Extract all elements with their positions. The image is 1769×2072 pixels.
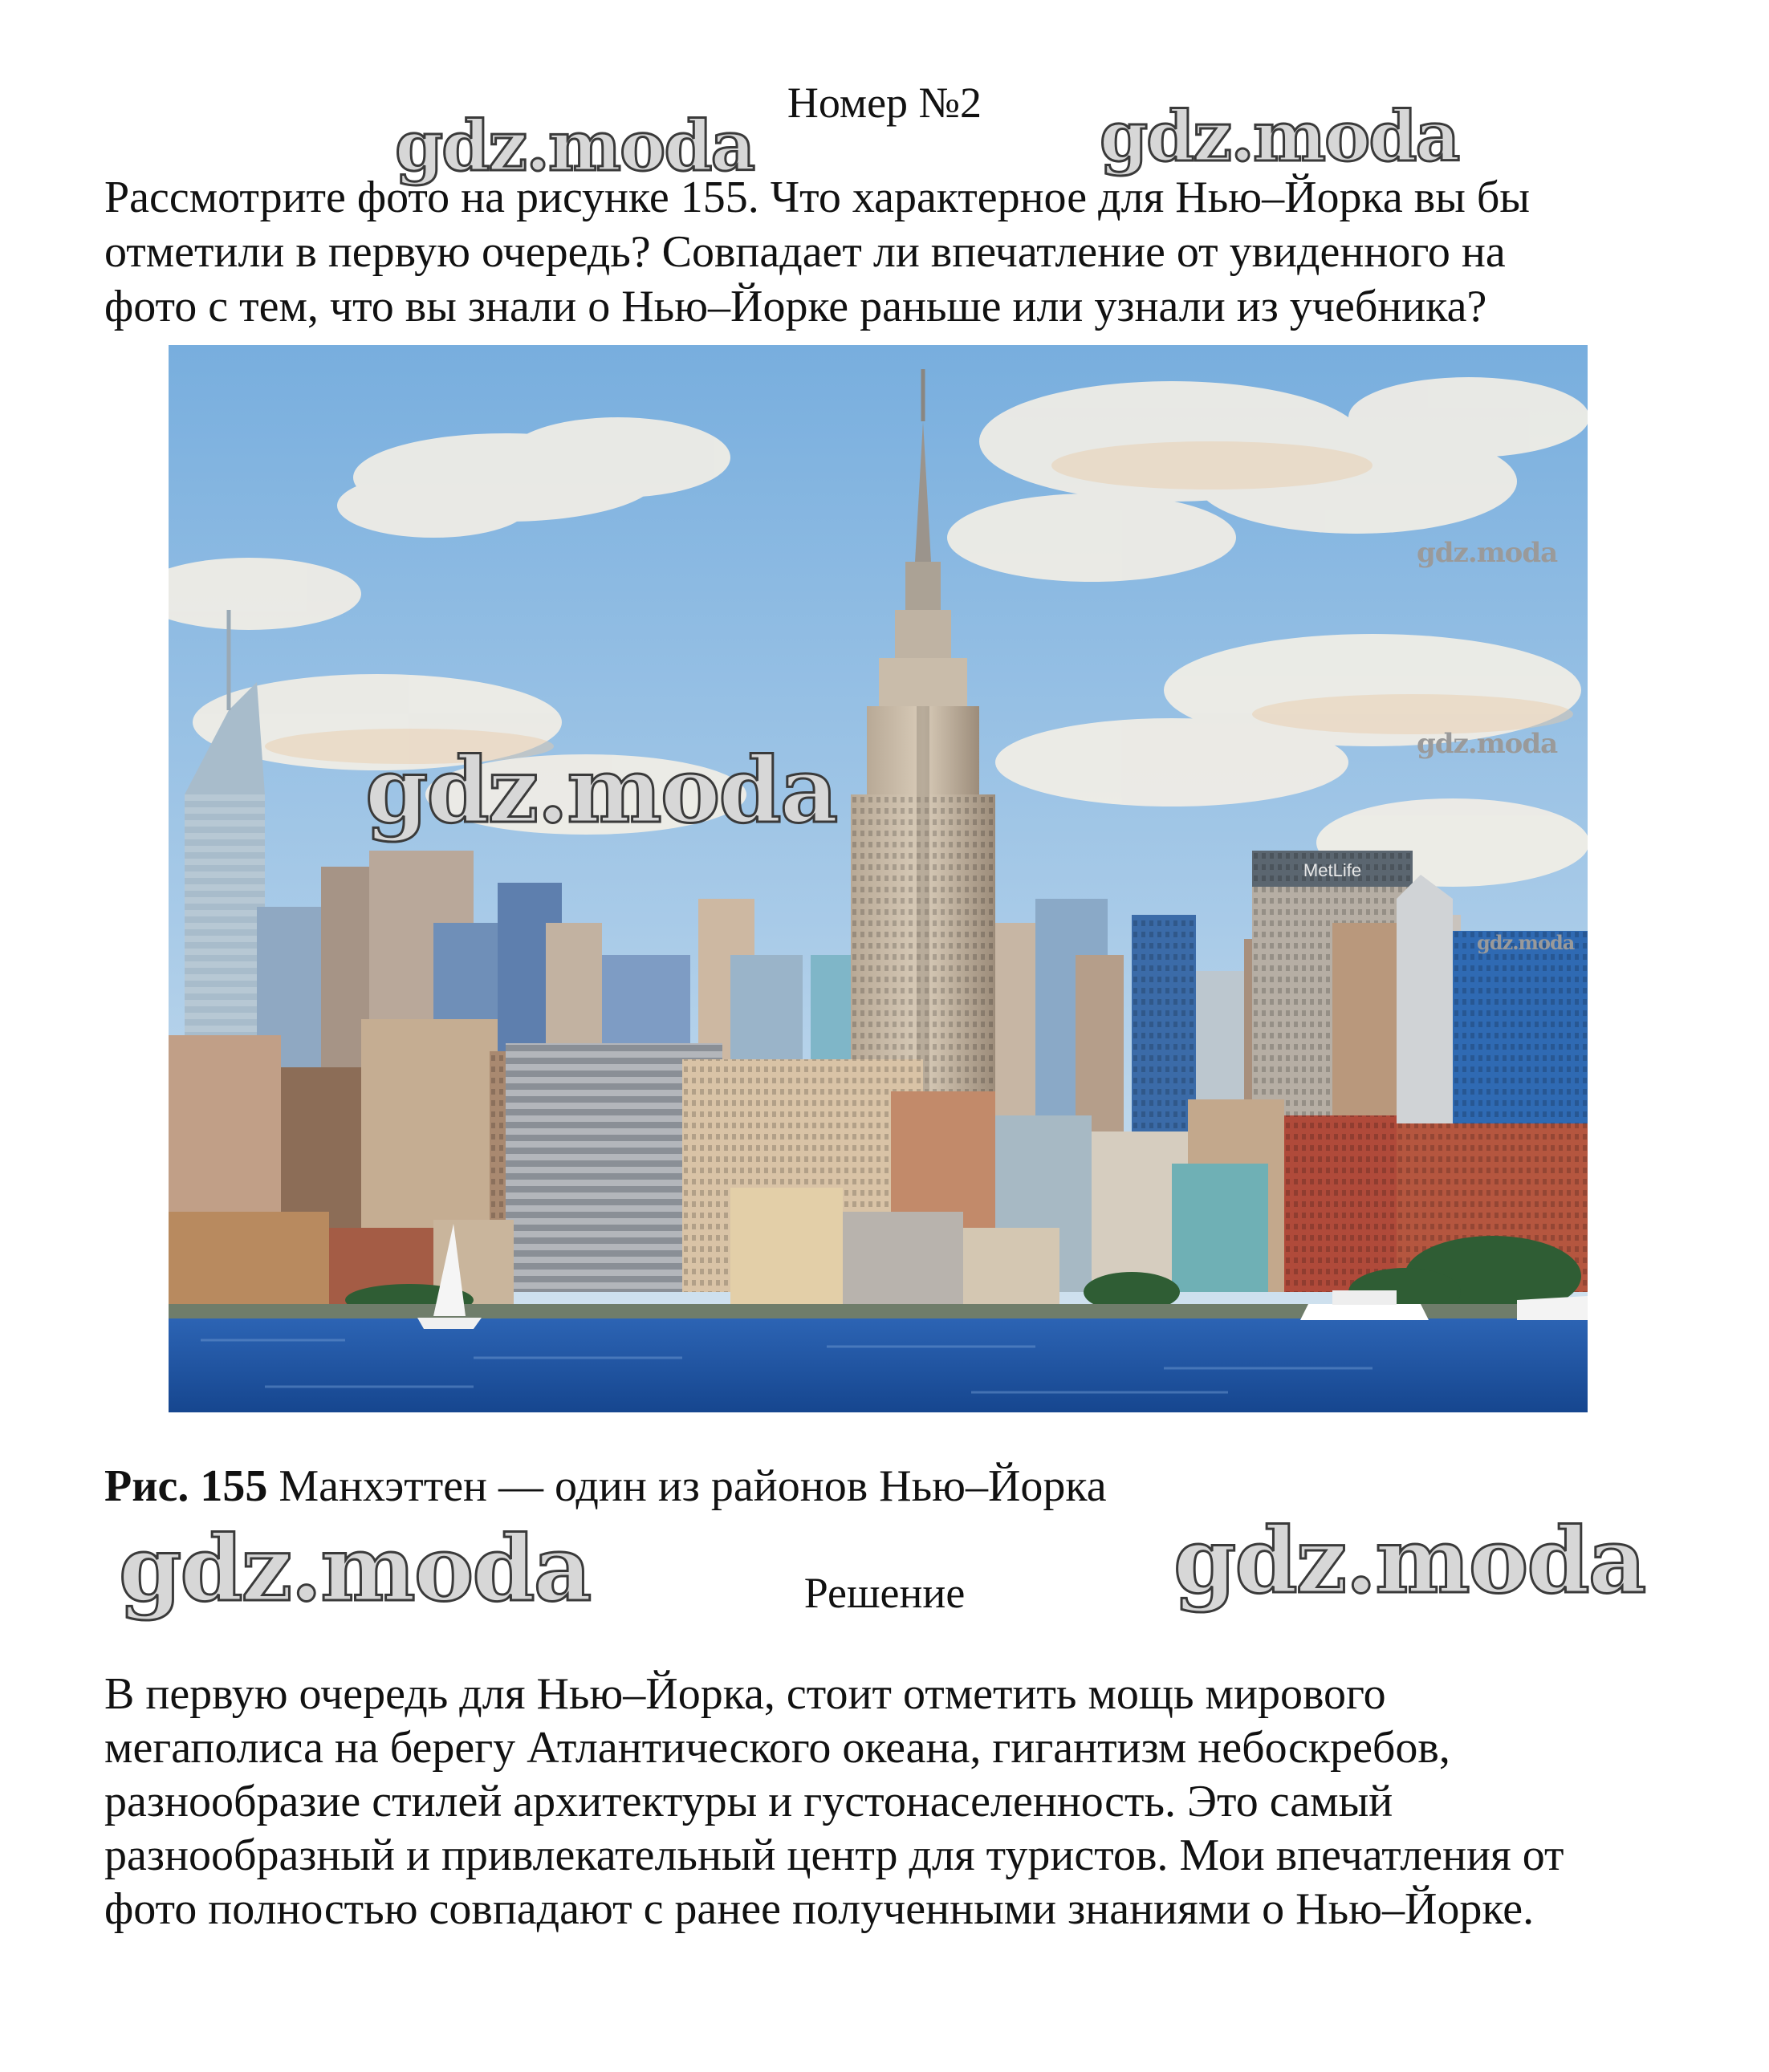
watermark: gdz.moda: [1417, 537, 1558, 569]
watermark: gdz.moda: [395, 106, 754, 187]
watermark: gdz.moda: [365, 738, 837, 843]
answer-line: мегаполиса на берегу Атлантического океана, гигантизм небоскребов,: [104, 1723, 1450, 1773]
figure-caption: [104, 1461, 1107, 1512]
figure-label: Рис. 155: [104, 1461, 268, 1511]
question-line: Рассмотрите фото на рисунке 155. Что характерное для Нью–Йорка вы бы: [104, 173, 1530, 222]
watermark: gdz.moda: [1417, 728, 1558, 760]
watermark: gdz.moda: [119, 1517, 591, 1622]
question-text: [104, 170, 1710, 334]
answer-line: разнообразие стилей архитектуры и густонаселенность. Это самый: [104, 1777, 1393, 1826]
manhattan-skyline-photo: [169, 345, 1588, 1412]
answer-line: В первую очередь для Нью–Йорка, стоит отметить мощь мирового: [104, 1669, 1386, 1719]
question-line: фото с тем, что вы знали о Нью–Йорке раньше или узнали из учебника?: [104, 282, 1487, 331]
watermark: gdz.moda: [1173, 1509, 1645, 1614]
answer-text: [104, 1668, 1710, 1936]
question-line: отметили в первую очередь? Совпадает ли впечатление от увиденного на: [104, 227, 1506, 277]
page-heading: Номер №2: [787, 79, 982, 127]
solution-title: Решение: [803, 1569, 966, 1617]
answer-line: разнообразный и привлекательный центр для туристов. Мои впечатления от: [104, 1830, 1564, 1880]
figure-caption-text: Манхэттен — один из районов Нью–Йорка: [267, 1461, 1107, 1511]
metlife-sign: MetLife: [1303, 860, 1362, 880]
watermark: gdz.moda: [1477, 931, 1575, 954]
answer-line: фото полностью совпадают с ранее полученными знаниями о Нью–Йорке.: [104, 1884, 1535, 1934]
watermark: gdz.moda: [1100, 96, 1459, 177]
